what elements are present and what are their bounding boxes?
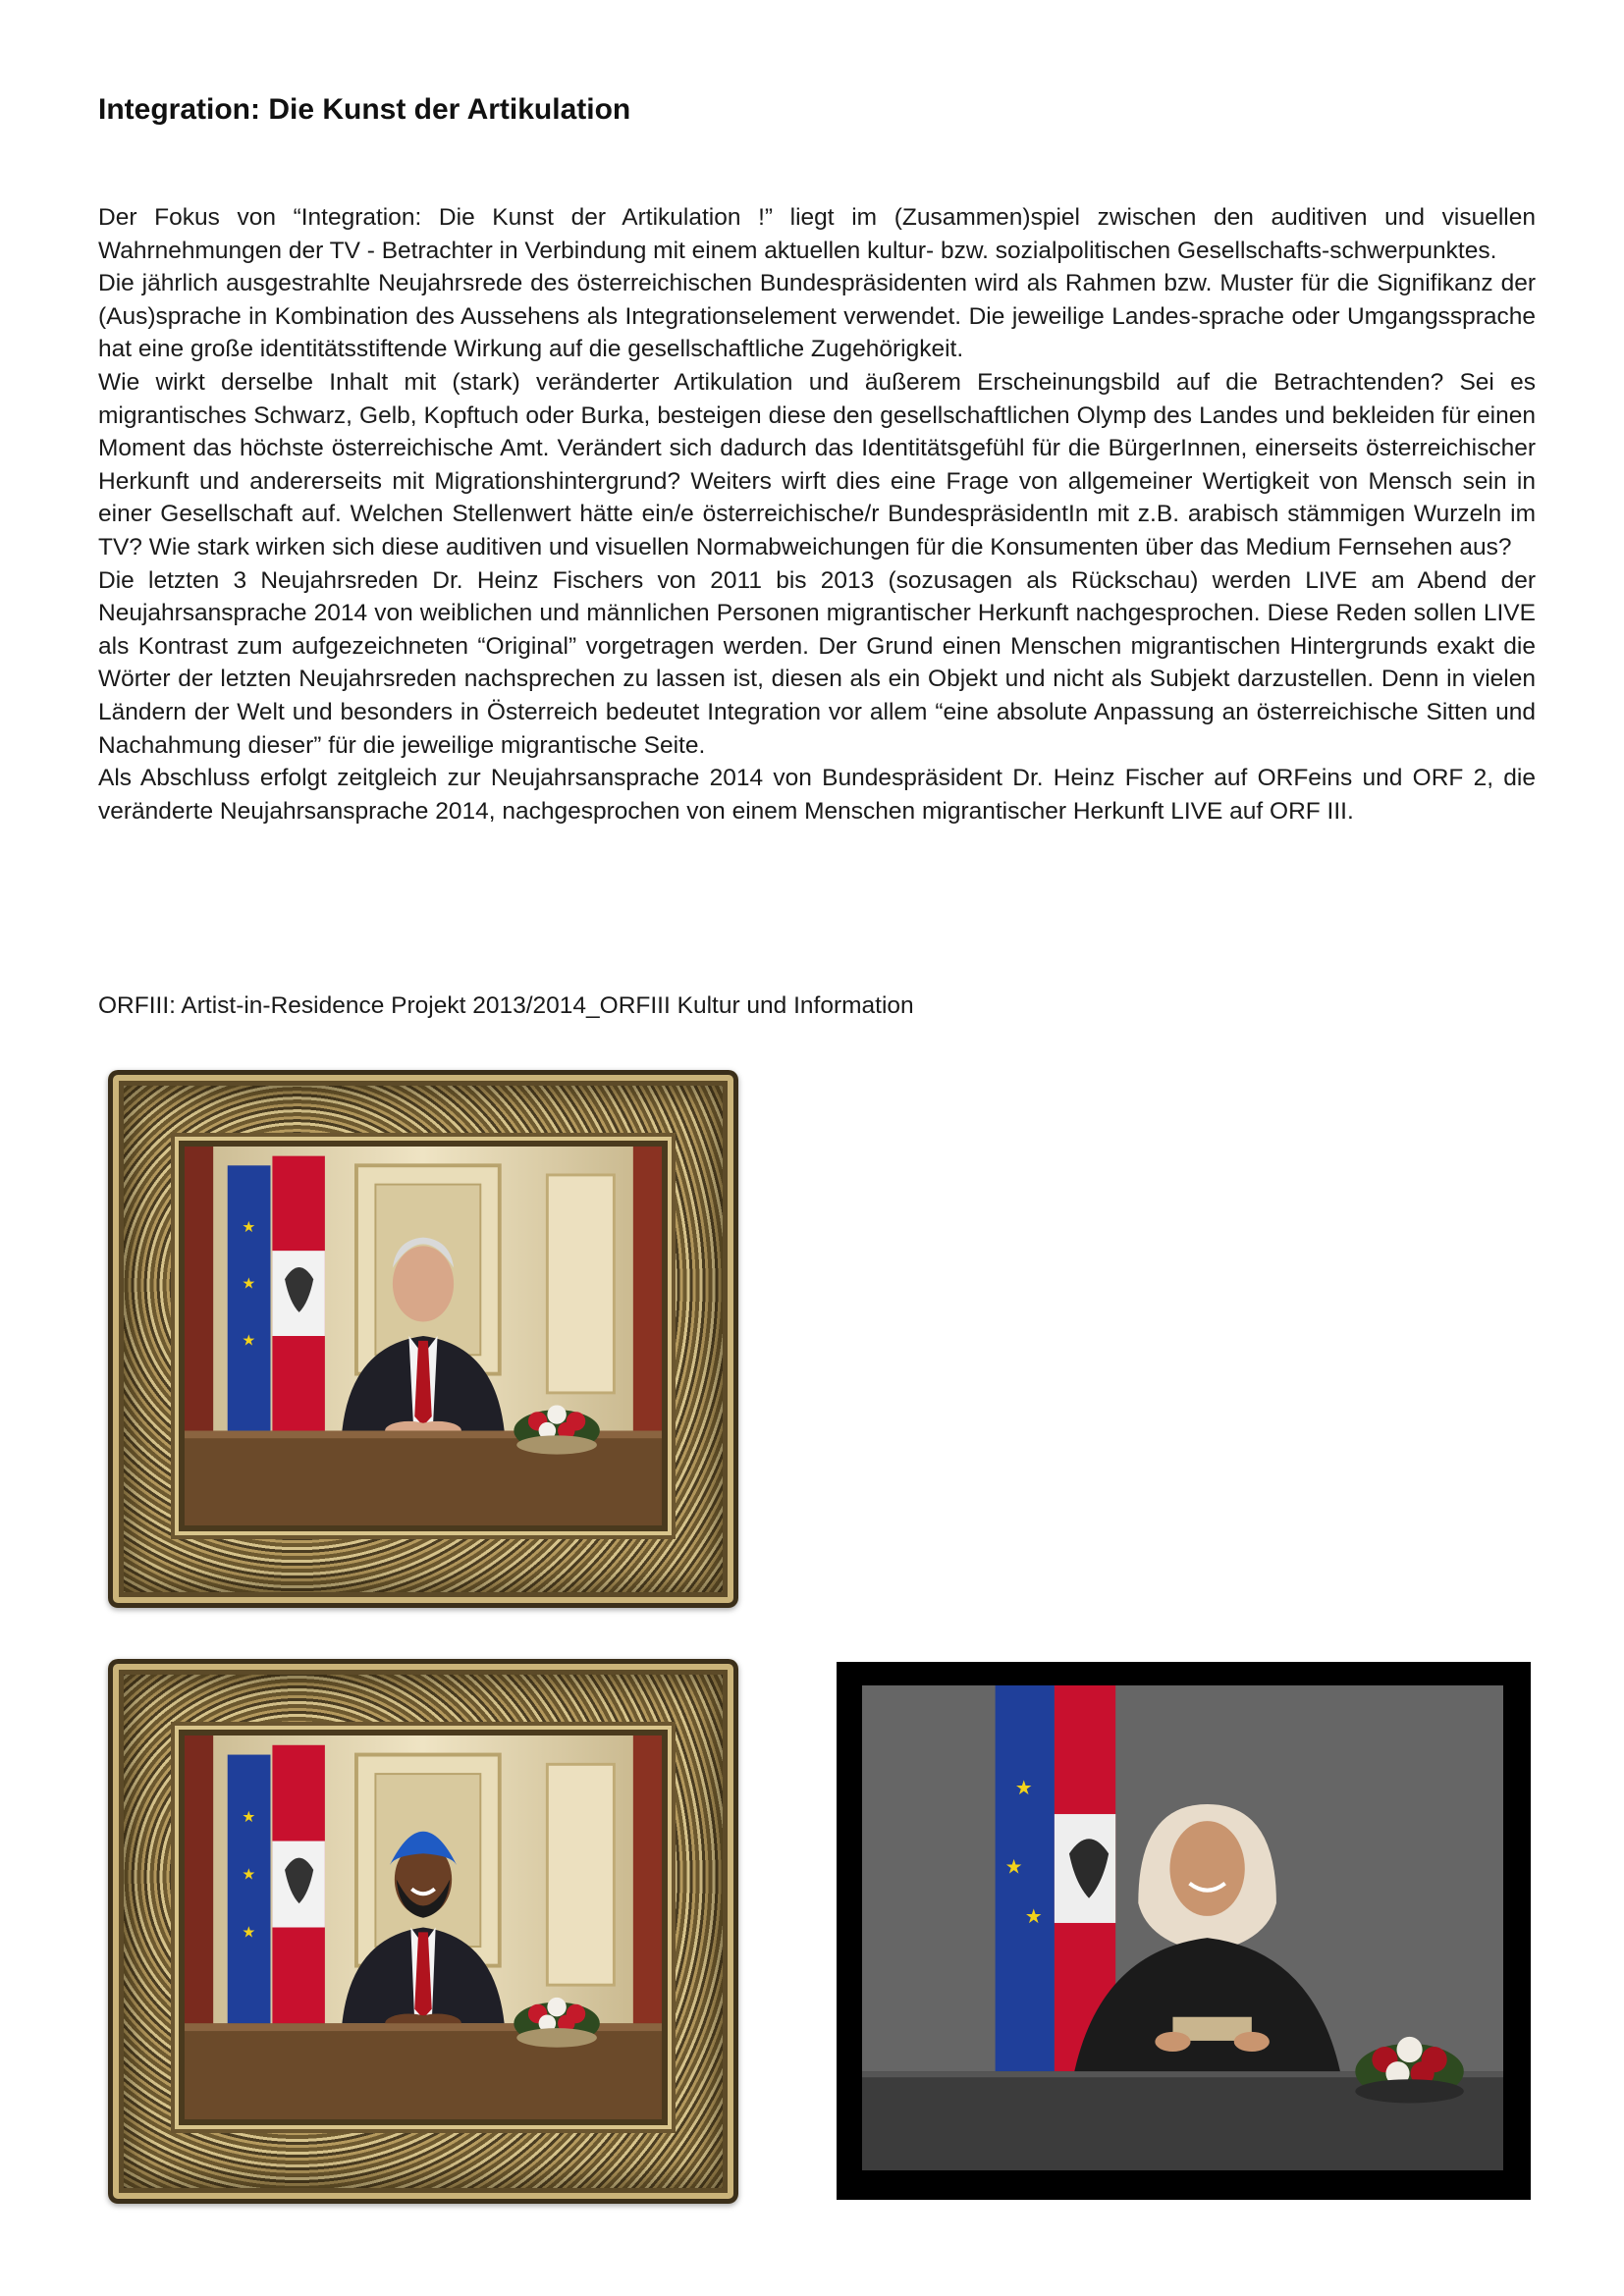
page-title: Integration: Die Kunst der Artikulation bbox=[98, 93, 631, 126]
svg-text:★: ★ bbox=[1024, 1903, 1043, 1928]
svg-text:★: ★ bbox=[242, 1217, 256, 1236]
ornate-frame-1 bbox=[108, 1070, 738, 1608]
paragraph-2: Die jährlich ausgestrahlte Neujahrsrede des österreichischen Bundespräsidenten wird als Rahmen bzw. Muster für die Signifikanz der (Aus)sprache in Kombination des Aussehens als Integrationselement verwendet. Die jeweilige Landes-sprache oder Umgangssprache hat eine große identitätsstiftende Wirkung auf die gesellschaftliche Zugehörigkeit. bbox=[98, 270, 1536, 363]
speech-scene-1 bbox=[185, 1147, 662, 1525]
speech-scene-2 bbox=[185, 1735, 662, 2119]
svg-text:★: ★ bbox=[242, 1331, 256, 1350]
svg-text:★: ★ bbox=[242, 1923, 256, 1942]
svg-text:★: ★ bbox=[1014, 1775, 1033, 1799]
body-text bbox=[98, 201, 1536, 828]
tv-still-president bbox=[179, 1141, 668, 1531]
ornate-frame-2 bbox=[108, 1659, 738, 2204]
paragraph-1: Der Fokus von “Integration: Die Kunst der Artikulation !” liegt im (Zusammen)spiel zwischen den auditiven und visuellen Wahrnehmungen der TV - Betrachter in Verbindung mit einem aktuellen kultur- bzw. sozialpolitischen Gesellschafts-schwerpunktes. bbox=[98, 204, 1536, 264]
svg-text:★: ★ bbox=[242, 1807, 256, 1826]
paragraph-4: Die letzten 3 Neujahrsreden Dr. Heinz Fischers von 2011 bis 2013 (sozusagen als Rückschau) werden LIVE am Abend der Neujahrsansprache 2014 von weiblichen und männlichen Personen migrantischer Herkunft nachgesprochen. Diese Reden sollen LIVE als Kontrast zum aufgezeichneten “Original” vorgetragen werden. Der Grund einen Menschen migrantischen Hintergrunds exakt die Wörter der letzten Neujahrsreden nachsprechen zu lassen ist, diesen als ein Objekt und nicht als Subjekt darzustellen. Denn in vielen Ländern der Welt und besonders in Österreich bedeutet Integration vor allem “eine absolute Anpassung an österreichische Sitten und Nachahmung dieser” für die jeweilige migrantische Seite. bbox=[98, 566, 1536, 759]
tv-still-headscarf-speaker bbox=[837, 1662, 1531, 2200]
eu-flag bbox=[996, 1685, 1055, 2071]
credit-line: ORFIII: Artist-in-Residence Projekt 2013/2014_ORFIII Kultur und Information bbox=[98, 992, 914, 1019]
paragraph-3: Wie wirkt derselbe Inhalt mit (stark) veränderter Artikulation und äußerem Erscheinungsbild auf die Betrachtenden? Sei es migrantisches Schwarz, Gelb, Kopftuch oder Burka, besteigen diese den gesellschaftlichen Olymp des Landes und bekleiden für einen Moment das höchste österreichische Amt. Verändert sich dadurch das Identitätsgefühl für die BürgerInnen, einerseits österreichischer Herkunft und andererseits mit Migrationshintergrund? Weiters wirft dies eine Frage von allgemeiner Wertigkeit von Mensch sein in einer Gesellschaft auf. Welchen Stellenwert hätte ein/e österreichische/r BundespräsidentIn mit z.B. arabisch stämmigen Wurzeln im TV? Wie stark wirken sich diese auditiven und visuellen Normabweichungen für die Konsumenten über das Medium Fernsehen aus? bbox=[98, 368, 1536, 561]
speech-scene-3 bbox=[862, 1685, 1503, 2170]
svg-text:★: ★ bbox=[242, 1274, 256, 1293]
austria-flag bbox=[272, 1745, 324, 2043]
eu-flag bbox=[228, 1755, 271, 2043]
paragraph-5: Als Abschluss erfolgt zeitgleich zur Neujahrsansprache 2014 von Bundespräsident Dr. Heinz Fischer auf ORFeins und ORF 2, die veränderte Neujahrsansprache 2014, nachgesprochen von einem Menschen migrantischer Herkunft LIVE auf ORF III. bbox=[98, 765, 1536, 825]
austria-flag bbox=[272, 1156, 324, 1450]
svg-text:★: ★ bbox=[242, 1865, 256, 1884]
tv-still-turban-speaker bbox=[179, 1730, 668, 2125]
svg-text:★: ★ bbox=[1004, 1854, 1023, 1879]
eu-flag bbox=[228, 1165, 271, 1450]
